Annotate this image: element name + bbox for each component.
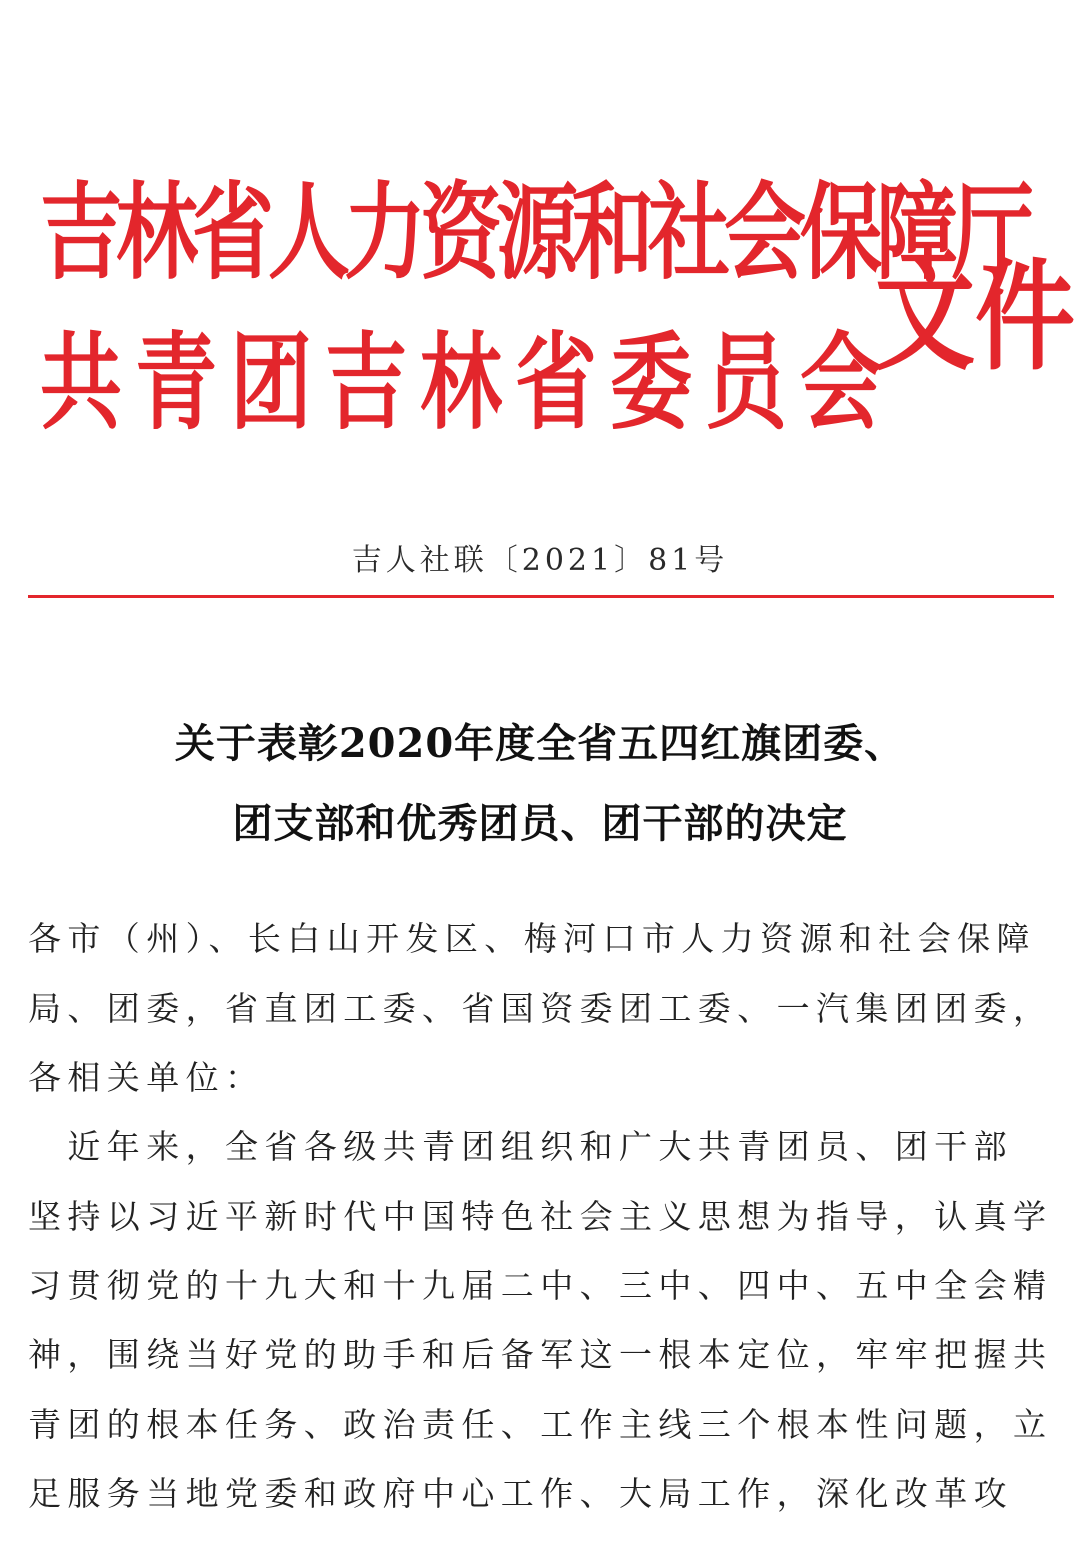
body-line: 足服务当地党委和政府中心工作、大局工作，深化改革攻: [28, 1474, 1013, 1513]
body-line: 各市（州）、长白山开发区、梅河口市人力资源和社会保障: [28, 919, 1036, 958]
red-letterhead: [0, 0, 1080, 460]
body-line: 近年来，全省各级共青团组织和广大共青团员、团干部: [28, 1127, 1013, 1166]
body-line: 习贯彻党的十九大和十九届二中、三中、四中、五中全会精: [28, 1266, 1053, 1305]
body-line: 青团的根本任务、政治责任、工作主线三个根本性问题，立: [28, 1405, 1053, 1444]
body-line: 局、团委，省直团工委、省国资委团工委、一汽集团团委，: [28, 989, 1053, 1028]
issuing-org-line-1: 吉林省人力资源和社会保障厅: [40, 173, 1029, 295]
body-line: 神，围绕当好党的助手和后备军这一根本定位，牢牢把握共: [28, 1335, 1053, 1374]
body-line: 坚持以习近平新时代中国特色社会主义思想为指导，认真学: [28, 1197, 1053, 1236]
document-number: 吉人社联〔2021〕81号: [351, 543, 729, 578]
document-title-line-1: 关于表彰2020年度全省五四红旗团委、: [174, 720, 906, 767]
document-type-label: 文件: [875, 246, 1075, 387]
body-line: 各相关单位：: [28, 1058, 265, 1097]
document-title-line-2: 团支部和优秀团员、团干部的决定: [232, 800, 848, 847]
red-separator-line: [28, 595, 1054, 598]
issuing-org-line-2: 共青团吉林省委员会: [40, 323, 896, 445]
